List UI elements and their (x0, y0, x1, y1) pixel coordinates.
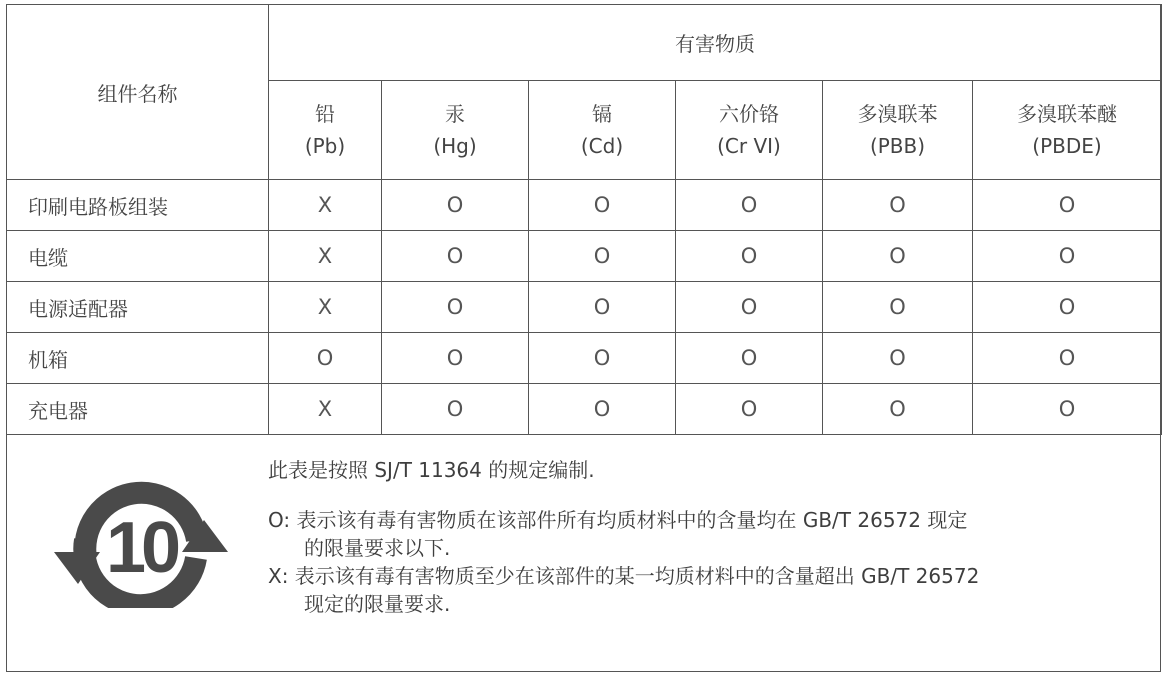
substance-mark: O (823, 180, 973, 231)
substance-header-cell (382, 81, 529, 180)
substance-mark: O (382, 231, 529, 282)
x-definition-line1: X: 表示该有毒有害物质至少在该部件的某一均质材料中的含量超出 GB/T 26572 (268, 564, 980, 588)
hazardous-substance-table (6, 4, 1162, 435)
table-row (7, 180, 1162, 231)
substance-name: 镉 (592, 102, 612, 126)
substance-header: 有害物质 (269, 5, 1162, 81)
efup-10-year-icon (52, 476, 230, 612)
substance-symbol: (Cr VI) (717, 134, 781, 158)
substance-mark: O (823, 333, 973, 384)
substance-mark: O (382, 180, 529, 231)
substance-header-cell (973, 81, 1162, 180)
substance-mark: O (676, 333, 823, 384)
x-definition-line2: 现定的限量要求. (304, 592, 451, 616)
substance-mark: X (269, 384, 382, 435)
substance-header-cell (823, 81, 973, 180)
substance-mark: O (676, 231, 823, 282)
substance-name: 多溴联苯醚 (1017, 102, 1117, 126)
table-row (7, 282, 1162, 333)
substance-mark: O (973, 282, 1162, 333)
table-row (7, 384, 1162, 435)
substance-mark: O (529, 180, 676, 231)
o-definition (268, 506, 1148, 562)
component-name: 电源适配器 (7, 282, 269, 333)
substance-mark: O (529, 333, 676, 384)
substance-mark: O (382, 384, 529, 435)
component-name: 电缆 (7, 231, 269, 282)
substance-mark: O (973, 384, 1162, 435)
substance-mark: O (823, 282, 973, 333)
substance-name: 六价铬 (719, 102, 779, 126)
x-definition (268, 562, 1148, 618)
substance-header-cell (676, 81, 823, 180)
substance-mark: X (269, 282, 382, 333)
efup-logo-graphic (52, 476, 230, 608)
substance-mark: O (529, 384, 676, 435)
component-header: 组件名称 (7, 5, 269, 180)
header-row-1 (7, 5, 1162, 81)
substance-name: 铅 (315, 102, 335, 126)
substance-mark: X (269, 180, 382, 231)
substance-mark: O (973, 180, 1162, 231)
substance-mark: O (269, 333, 382, 384)
standard-note: 此表是按照 SJ/T 11364 的规定编制. (268, 458, 595, 482)
substance-mark: O (823, 231, 973, 282)
substance-header-cell (269, 81, 382, 180)
notes (268, 456, 1148, 618)
substance-mark: O (529, 231, 676, 282)
substance-mark: O (676, 384, 823, 435)
substance-header-cell (529, 81, 676, 180)
substance-mark: O (382, 282, 529, 333)
substance-mark: O (529, 282, 676, 333)
component-name: 充电器 (7, 384, 269, 435)
substance-symbol: (Pb) (304, 134, 346, 158)
substance-name: 汞 (445, 102, 465, 126)
substance-symbol: (Cd) (580, 134, 624, 158)
table-row (7, 231, 1162, 282)
o-definition-line2: 的限量要求以下. (304, 536, 451, 560)
substance-symbol: (PBB) (869, 134, 926, 158)
substance-name: 多溴联苯 (857, 102, 938, 126)
substance-mark: O (676, 282, 823, 333)
substance-mark: O (382, 333, 529, 384)
component-name: 机箱 (7, 333, 269, 384)
o-definition-line1: O: 表示该有毒有害物质在该部件所有均质材料中的含量均在 GB/T 26572 现定 (268, 508, 968, 532)
substance-mark: O (823, 384, 973, 435)
substance-mark: O (676, 180, 823, 231)
substance-mark: O (973, 333, 1162, 384)
table-row (7, 333, 1162, 384)
substance-mark: O (973, 231, 1162, 282)
substance-symbol: (Hg) (433, 134, 477, 158)
efup-number: 10 (105, 508, 177, 588)
component-name: 印刷电路板组装 (7, 180, 269, 231)
substance-mark: X (269, 231, 382, 282)
substance-symbol: (PBDE) (1032, 134, 1102, 158)
